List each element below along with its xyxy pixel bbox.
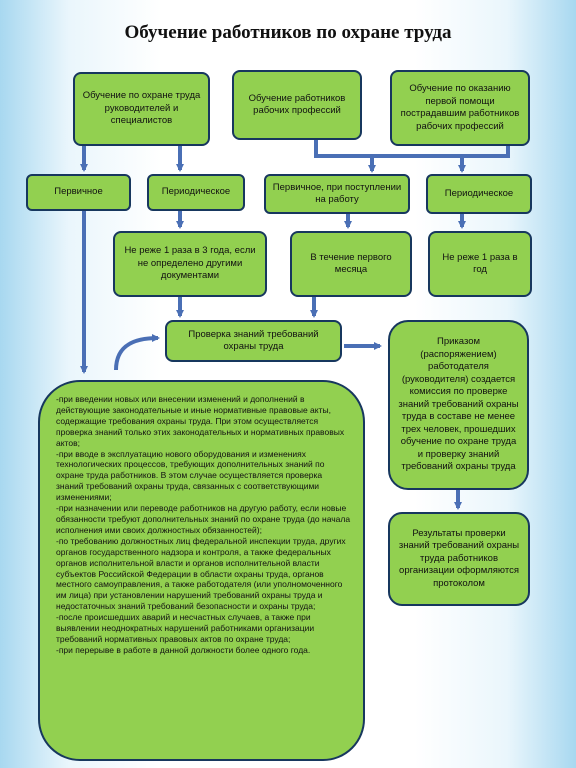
- page-title: Обучение работников по охране труда: [124, 22, 452, 43]
- box-check-cases: [38, 380, 365, 761]
- box-training-managers: Обучение по охране труда руководителей и специалистов: [73, 72, 210, 146]
- box-managers-initial: Первичное: [26, 174, 131, 211]
- case-item: -при введении новых или внесении изменений и дополнений в действующие законодательные и иные нормативные правовые акты, содержащие требования охраны труда. При этом осуществляется проверка знаний только этих законодательных и нормативных правовых актов;: [56, 394, 345, 448]
- case-item: -при перерыве в работе в данной должности более одного года.: [56, 644, 311, 655]
- box-protocol: Результаты проверки знаний требований охраны труда работников организации оформляются протоколом: [388, 512, 530, 606]
- case-item: -при вводе в эксплуатацию нового оборудования и изменениях технологических процессов, требующих дополнительных знаний по охране труда работников. В этом случае осуществляется проверка знаний требований охраны труда, связанных с соответствующими изменениями;: [56, 448, 325, 503]
- box-knowledge-check: Проверка знаний требований охраны труда: [165, 320, 342, 362]
- box-workers-initial: Первичное, при поступлении на работу: [264, 174, 410, 214]
- box-commission: Приказом (распоряжением) работодателя (руководителя) создается комиссия по проверке знаний требований охраны труда в составе не менее трех человек, прошедших обучение по охране труда и проверку знаний требований охраны труда: [388, 320, 529, 490]
- case-item: -по требованию должностных лиц федеральной инспекции труда, других органов государственного надзора и контроля, а также федеральных органов исполнительной власти и органов исполнительной власти субъектов Российской Федерации в области охраны труда, органов местного самоуправления, а также работодателя (или уполномоченного им лица) при установлении нарушений требований охраны труда и недостаточных знаний требований безопасности и охраны труда;: [56, 535, 346, 612]
- box-period-3-years: Не реже 1 раза в 3 года, если не определено другими документами: [113, 231, 267, 297]
- case-item: -при назначении или переводе работников на другую работу, если новые обязанности требуют дополнительных знаний по охране труда (до начала исполнения ими своих должностных обязанностей);: [56, 503, 351, 535]
- box-workers-periodic: Периодическое: [426, 174, 532, 214]
- box-period-first-month: В течение первого месяца: [290, 231, 412, 297]
- box-training-workers: Обучение работников рабочих профессий: [232, 70, 362, 140]
- case-item: -после происшедших аварий и несчастных случаев, а также при выявлении неоднократных нарушений работниками организации требований нормативных правовых актов по охране труда;: [56, 612, 315, 644]
- box-period-yearly: Не реже 1 раза в год: [428, 231, 532, 297]
- arrow-cases-check: [116, 338, 158, 370]
- box-training-first-aid: Обучение по оказанию первой помощи пострадавшим работников рабочих профессий: [390, 70, 530, 146]
- box-managers-periodic: Периодическое: [147, 174, 245, 211]
